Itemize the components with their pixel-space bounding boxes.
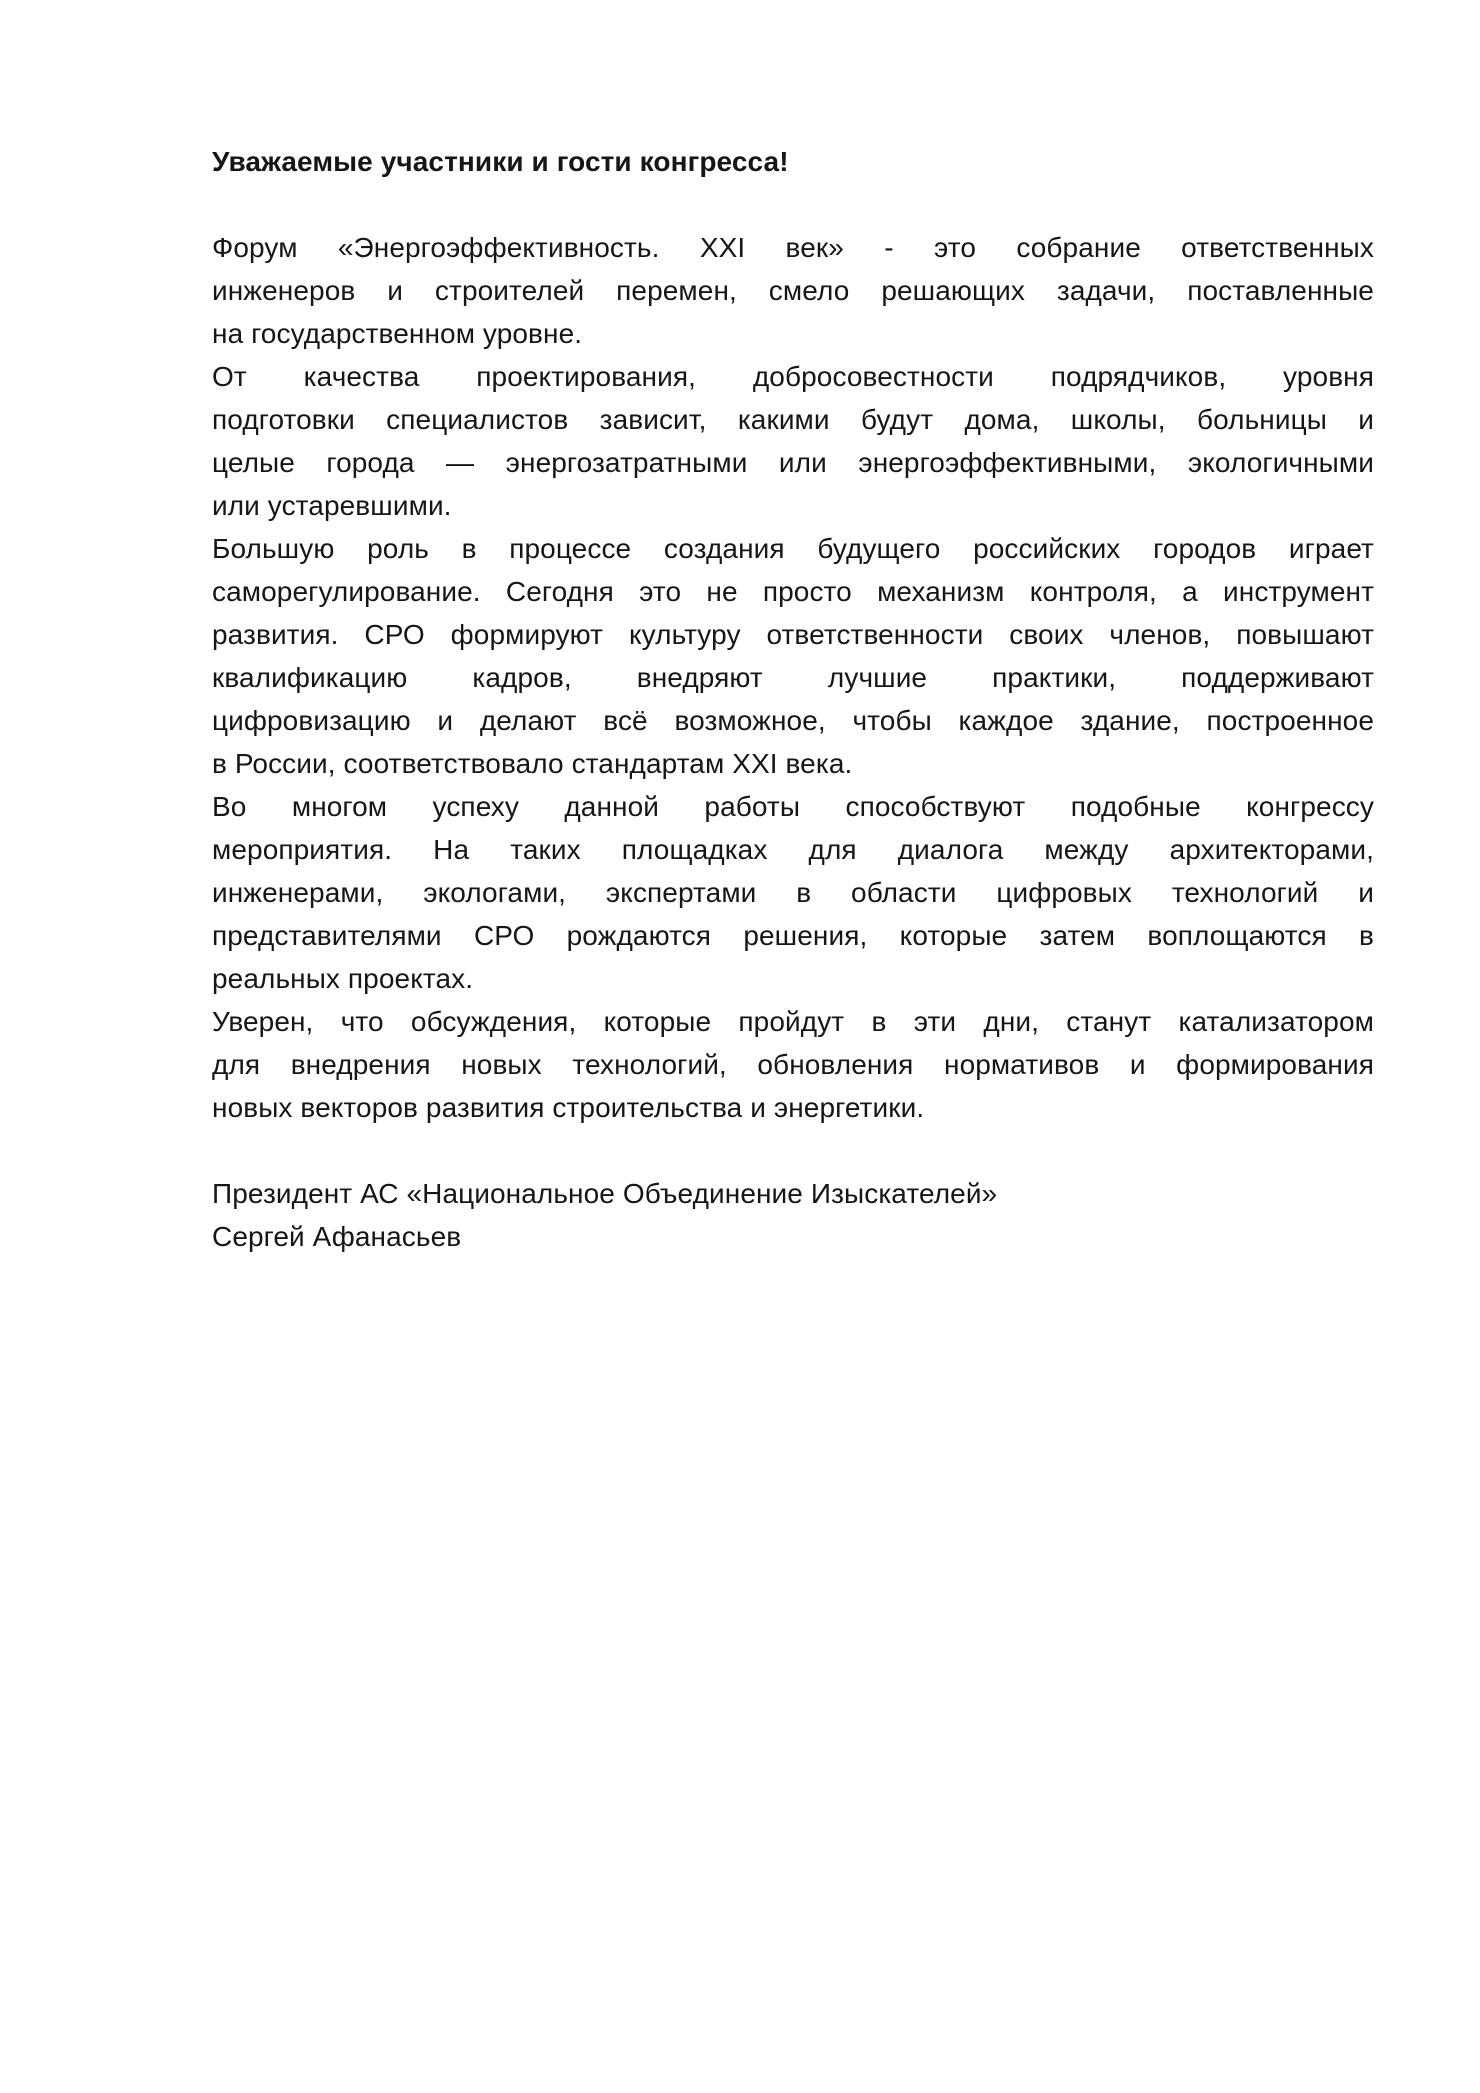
spacer	[212, 183, 1374, 226]
body-line: развития. СРО формируют культуру ответственности своих членов, повышают	[212, 619, 1374, 650]
body-line: подготовки специалистов зависит, какими будут дома, школы, больницы и	[212, 404, 1374, 435]
body-line: квалификацию кадров, внедряют лучшие практики, поддерживают	[212, 662, 1374, 693]
body-line: саморегулирование. Сегодня это не просто механизм контроля, а инструмент	[212, 576, 1374, 607]
body-line: Большую роль в процессе создания будущего российских городов играет	[212, 533, 1374, 564]
body-line: для внедрения новых технологий, обновления нормативов и формирования	[212, 1049, 1374, 1080]
body-line: инженерами, экологами, экспертами в области цифровых технологий и	[212, 877, 1374, 908]
signature-line: Сергей Афанасьев	[212, 1221, 462, 1252]
signature-line: Президент АС «Национальное Объединение Изыскателей»	[212, 1178, 998, 1209]
body-line: на государственном уровне.	[212, 318, 583, 349]
body-line: цифровизацию и делают всё возможное, чтобы каждое здание, построенное	[212, 705, 1374, 736]
spacer	[212, 1129, 1374, 1172]
body-line: или устаревшими.	[212, 490, 452, 521]
letter-body	[212, 226, 1374, 1129]
letter-paragraph	[212, 226, 1374, 355]
letter-paragraph	[212, 355, 1374, 527]
body-line: представителями СРО рождаются решения, которые затем воплощаются в	[212, 920, 1374, 951]
body-line: Форум «Энергоэффективность. XXI век» - это собрание ответственных	[212, 232, 1374, 263]
letter-paragraph	[212, 785, 1374, 1000]
body-line: Уверен, что обсуждения, которые пройдут в эти дни, станут катализатором	[212, 1006, 1374, 1037]
signature-block	[212, 1172, 1374, 1258]
body-line: целые города — энергозатратными или энергоэффективными, экологичными	[212, 447, 1374, 478]
letter-paragraph	[212, 527, 1374, 785]
body-line: новых векторов развития строительства и энергетики.	[212, 1092, 925, 1123]
body-line: мероприятия. На таких площадках для диалога между архитекторами,	[212, 834, 1374, 865]
body-line: инженеров и строителей перемен, смело решающих задачи, поставленные	[212, 275, 1374, 306]
body-line: От качества проектирования, добросовестности подрядчиков, уровня	[212, 361, 1374, 392]
letter-heading: Уважаемые участники и гости конгресса!	[212, 146, 789, 177]
letter-paragraph	[212, 1000, 1374, 1129]
body-line: реальных проектах.	[212, 963, 474, 994]
letter-content	[212, 140, 1374, 1258]
body-line: в России, соответствовало стандартам XXI века.	[212, 748, 853, 779]
body-line: Во многом успеху данной работы способствуют подобные конгрессу	[212, 791, 1374, 822]
